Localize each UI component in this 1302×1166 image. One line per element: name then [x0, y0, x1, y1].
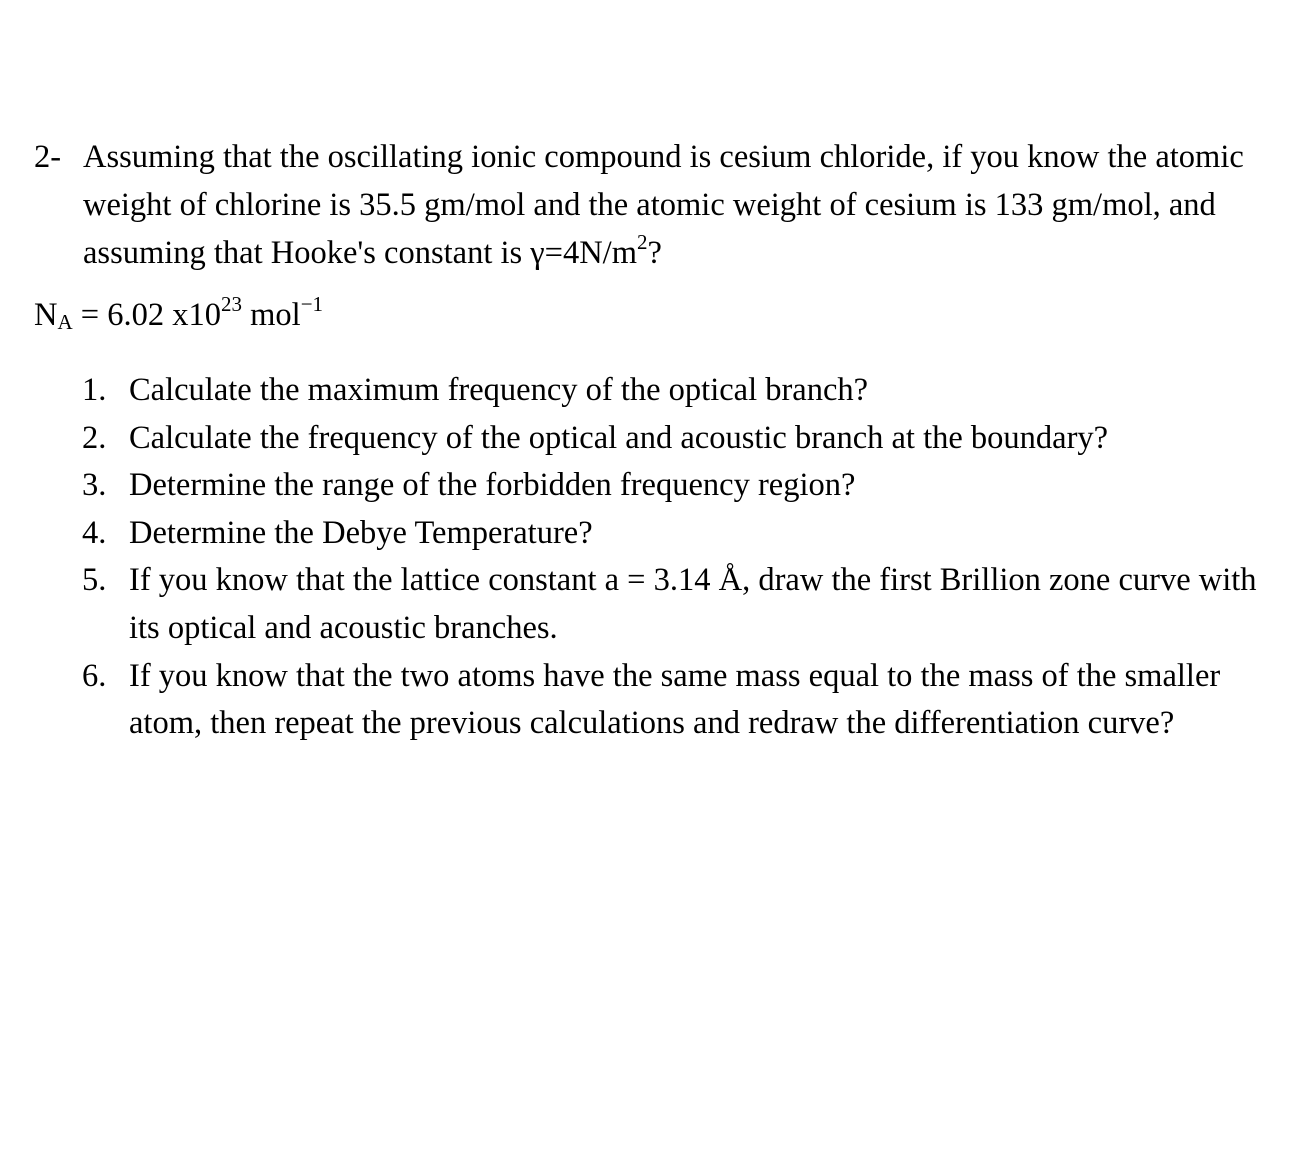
task-number: 3.: [82, 467, 107, 504]
list-item: [82, 367, 1274, 415]
task-list: [34, 367, 1274, 748]
task-text: If you know that the lattice constant a = 3.14 Å, draw the first Brillion zone curve with its optical and acoustic branches.: [129, 562, 1257, 646]
task-text: Determine the Debye Temperature?: [129, 514, 593, 551]
avogadro-constant: [34, 291, 1274, 346]
task-number: 5.: [82, 562, 107, 599]
task-number: 6.: [82, 657, 107, 694]
list-item: [82, 557, 1274, 652]
problem-text: [83, 133, 1274, 277]
task-text: If you know that the two atoms have the same mass equal to the mass of the smaller atom, then repeat the previous calculations and redraw the differentiation curve?: [129, 657, 1221, 742]
constant-unit: mol: [242, 297, 301, 333]
constant-exponent: 23: [221, 292, 242, 316]
problem-statement: [34, 133, 1274, 277]
problem-text-main: Assuming that the oscillating ionic compound is cesium chloride, if you know the atomic weight of chlorine is 35.5 gm/mol and the atomic weight of cesium is 133 gm/mol, and assuming that Hooke's constant is γ=4N/m: [83, 139, 1244, 271]
problem-text-superscript: 2: [637, 230, 648, 254]
task-number: 2.: [82, 419, 107, 456]
constant-unit-exponent: −1: [300, 292, 324, 316]
problem-block: [34, 133, 1274, 748]
task-number: 4.: [82, 514, 107, 551]
constant-symbol: N: [34, 297, 58, 333]
task-text: Calculate the frequency of the optical and acoustic branch at the boundary?: [129, 419, 1109, 456]
constant-value: = 6.02 x10: [72, 297, 221, 333]
constant-symbol-subscript: A: [57, 310, 73, 334]
list-item: [82, 510, 1274, 558]
problem-text-end: ?: [647, 235, 662, 271]
task-number: 1.: [82, 372, 107, 408]
list-item: [82, 462, 1274, 510]
problem-number: 2-: [34, 139, 62, 175]
task-text: Determine the range of the forbidden frequency region?: [129, 467, 856, 504]
list-item: [82, 415, 1274, 463]
task-text: Calculate the maximum frequency of the optical branch?: [129, 372, 869, 408]
list-item: [82, 653, 1274, 748]
